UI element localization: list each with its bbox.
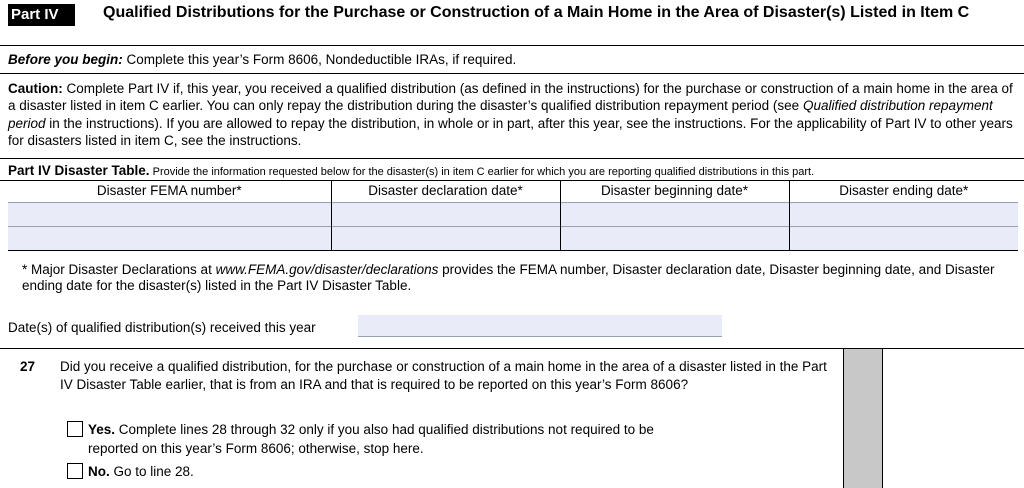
line-27-question: Did you receive a qualified distribution, for the purchase or construction of a main home in the area of a disaster listed in the Part IV Disaster Table earlier, that is from an IRA and that is required to be reported on this year’s Form 8606?: [60, 359, 827, 392]
dates-received-field[interactable]: [358, 315, 722, 337]
table-row: [8, 226, 1018, 250]
column-header-declaration-date: Disaster declaration date*: [331, 181, 560, 202]
caution-paragraph: [8, 80, 1018, 149]
part-badge: Part IV: [8, 4, 75, 26]
no-checkbox[interactable]: [67, 463, 83, 479]
part-title: Qualified Distributions for the Purchase or Construction of a Main Home in the Area of Disaster(s) Listed in Item C: [103, 4, 970, 21]
yes-option: [67, 420, 837, 458]
before-you-begin: [8, 51, 1018, 69]
no-label: No.: [88, 464, 110, 479]
dates-received-label: Date(s) of qualified distribution(s) received this year: [8, 320, 316, 335]
disaster-table-description: Provide the information requested below for the disaster(s) in item C earlier for which you are reporting qualified distributions in this part.: [149, 166, 815, 178]
table-row: [8, 202, 1018, 226]
footnote-text-1: * Major Disaster Declarations at: [22, 262, 216, 277]
column-header-fema-number: Disaster FEMA number*: [96, 183, 242, 199]
disaster-table: [8, 181, 1018, 251]
declaration-date-field[interactable]: [331, 226, 560, 250]
no-option: [67, 462, 837, 481]
before-text: Complete this year’s Form 8606, Nondeductible IRAs, if required.: [122, 52, 517, 67]
fema-number-field[interactable]: [8, 202, 331, 226]
yes-label: Yes.: [88, 422, 116, 437]
ending-date-field[interactable]: [789, 202, 1018, 226]
disaster-table-title: Part IV Disaster Table.: [8, 163, 150, 178]
fema-number-field[interactable]: [8, 226, 331, 250]
column-header-ending-date: Disaster ending date*: [789, 181, 1018, 202]
fema-link-text: www.FEMA.gov/disaster/declarations: [215, 262, 439, 277]
beginning-date-field[interactable]: [560, 202, 789, 226]
yes-text-2: reported on this year’s Form 8606; otherwise, stop here.: [88, 441, 424, 456]
column-header-beginning-date: Disaster beginning date*: [560, 181, 789, 202]
line-27-number: 27: [20, 359, 36, 374]
divider: [0, 73, 1024, 74]
part-header: [0, 0, 1024, 46]
shaded-amount-column: [843, 349, 883, 488]
yes-text-1: Complete lines 28 through 32 only if you also had qualified distributions not required to be: [115, 422, 654, 437]
caution-italic: Qualified distribution repayment period: [8, 98, 993, 131]
beginning-date-field[interactable]: [560, 226, 789, 250]
caution-text-2: in the instructions). If you are allowed to repay the distribution, in whole or in part, after this year, see the instructions. For the applicability of Part IV to other years for disasters listed in item C, see the instructions.: [8, 115, 1013, 148]
ending-date-field[interactable]: [789, 226, 1018, 250]
before-label: Before you begin:: [8, 52, 123, 67]
yes-first-line: [67, 420, 837, 439]
disaster-table-heading: [8, 162, 1018, 180]
fema-footnote: [22, 262, 1012, 294]
divider: [0, 158, 1024, 159]
no-text: Go to line 28.: [109, 464, 194, 479]
caution-label: Caution:: [8, 81, 63, 96]
caution-text-1: Complete Part IV if, this year, you received a qualified distribution (as defined in the instructions) for the purchase or construction of a main home in the area of a disaster listed in item C earlier. You can only repay the distribution during the disaster’s qualified distribution repayment period (see: [8, 81, 1013, 114]
footnote-text-2: provides the FEMA number, Disaster declaration date, Disaster beginning date, and Disaster ending date for the disaster(s) listed in the Part IV Disaster Table.: [22, 262, 995, 293]
yes-checkbox[interactable]: [67, 421, 83, 437]
declaration-date-field[interactable]: [331, 202, 560, 226]
